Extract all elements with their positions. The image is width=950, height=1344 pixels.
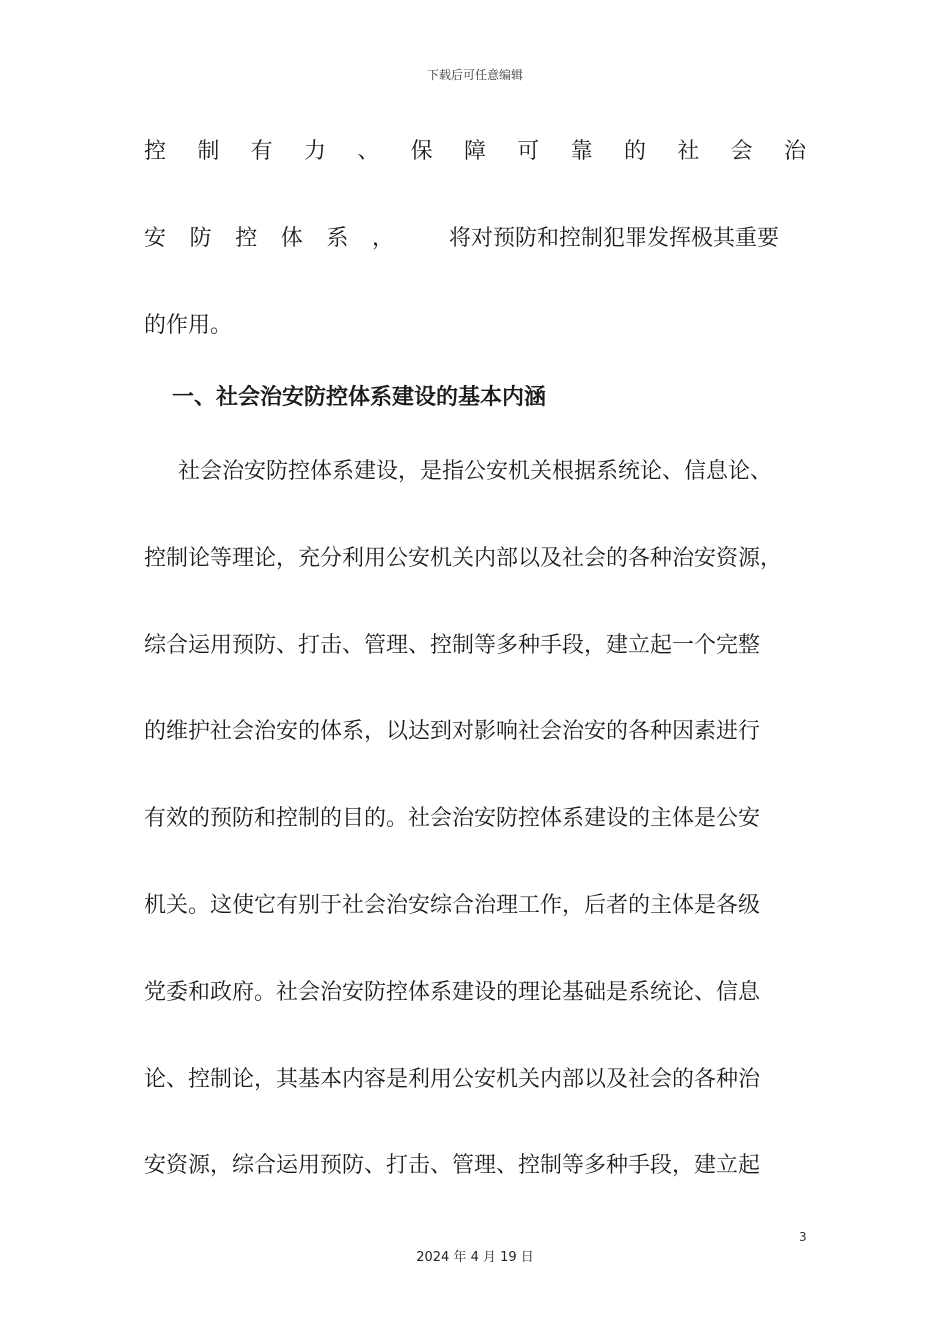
body-segment: 将对预防和控制犯罪发挥极其重要 (449, 226, 780, 251)
body-line: 机关。这使它有别于社会治安综合治理工作，后者的主体是各级 (144, 893, 761, 918)
spread-char: 会 (730, 139, 753, 164)
spread-char: 靠 (570, 139, 593, 164)
spread-char: 可 (517, 139, 540, 164)
spread-char: 控 (235, 226, 258, 251)
body-line: 有效的预防和控制的目的。社会治安防控体系建设的主体是公安 (144, 806, 761, 831)
body-line: 论、控制论，其基本内容是利用公安机关内部以及社会的各种治 (144, 1067, 761, 1092)
page-number: 3 (799, 1230, 807, 1244)
footer-date: 2024 年 4 月 19 日 (416, 1250, 534, 1265)
spread-char: 的 (623, 139, 646, 164)
body-line: 控制论等理论，充分利用公安机关内部以及社会的各种治安资源， (144, 546, 783, 571)
spread-char: 保 (410, 139, 433, 164)
body-line: 党委和政府。社会治安防控体系建设的理论基础是系统论、信息 (144, 980, 761, 1005)
section-heading: 一、社会治安防控体系建设的基本内涵 (172, 385, 547, 410)
spread-char: 制 (197, 139, 220, 164)
spread-char: 社 (677, 139, 700, 164)
spread-line-1 (144, 137, 806, 167)
spread-char: 障 (463, 139, 486, 164)
body-line: 综合运用预防、打击、管理、控制等多种手段，建立起一个完整 (144, 633, 761, 658)
spread-segment (144, 224, 394, 254)
body-line: 安资源，综合运用预防、打击、管理、控制等多种手段，建立起 (144, 1153, 761, 1178)
spread-char: 力 (303, 139, 326, 164)
page-header: 下载后可任意编辑 (426, 68, 523, 82)
spread-char: 有 (250, 139, 273, 164)
body-line-3: 的作用。 (144, 313, 233, 338)
body-line: 的维护社会治安的体系，以达到对影响社会治安的各种因素进行 (144, 719, 761, 744)
spread-char: 体 (280, 226, 303, 251)
spread-char: 系 (326, 226, 349, 251)
spread-char: ， (371, 226, 394, 251)
spread-char: 安 (144, 226, 167, 251)
spread-char: 、 (357, 139, 380, 164)
spread-char: 治 (783, 139, 806, 164)
spread-char: 防 (189, 226, 212, 251)
paragraph-first-line: 社会治安防控体系建设，是指公安机关根据系统论、信息论、 (178, 459, 773, 484)
spread-char: 控 (144, 139, 167, 164)
